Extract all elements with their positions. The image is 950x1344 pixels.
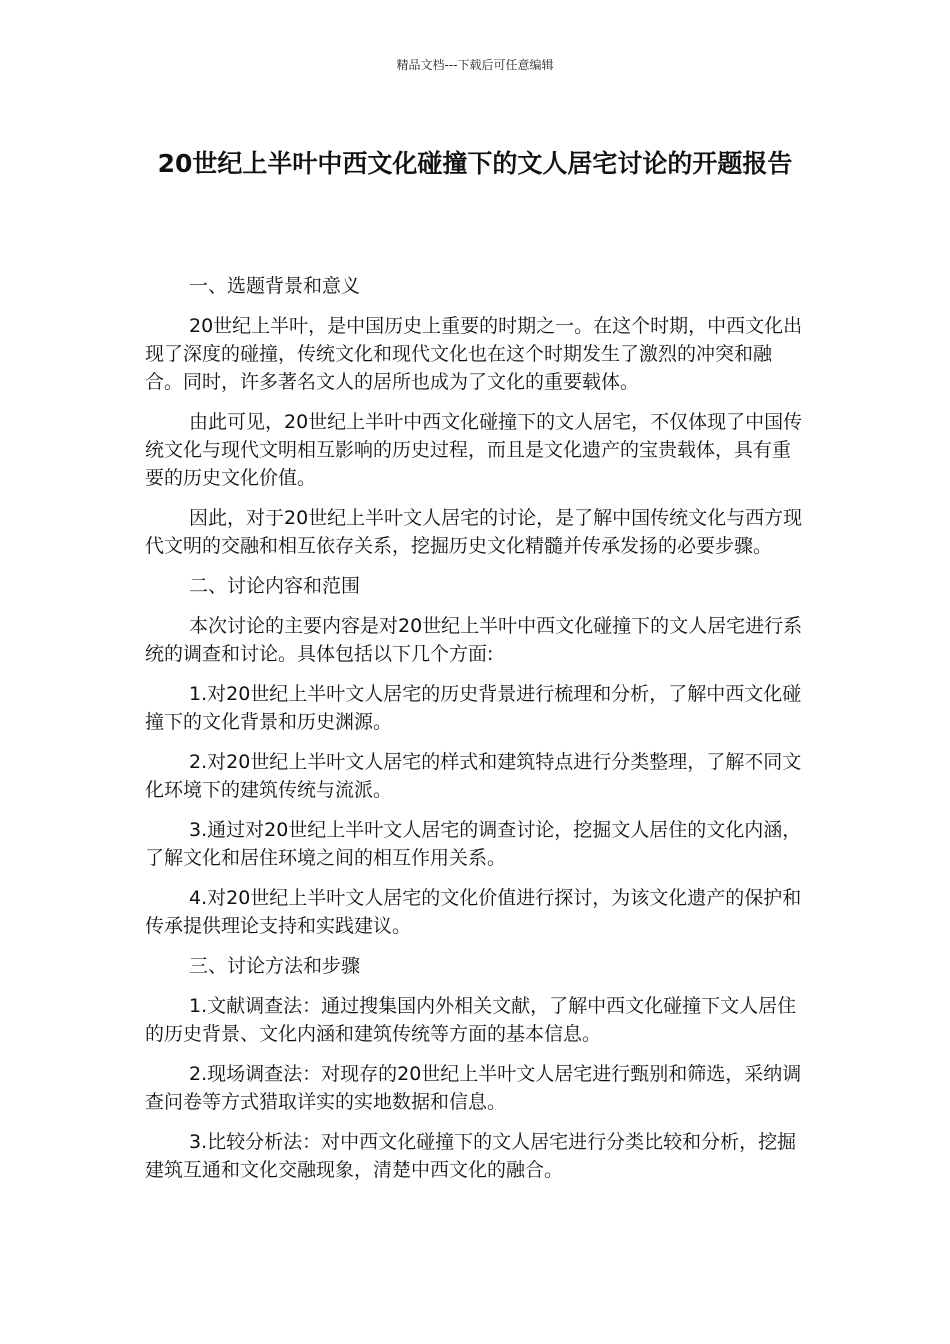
section-heading-methods: 三、讨论方法和步骤 <box>189 955 361 977</box>
document-body <box>145 272 807 1196</box>
section-heading-content: 二、讨论内容和范围 <box>189 575 361 597</box>
paragraph: 20世纪上半叶，是中国历史上重要的时期之一。在这个时期，中西文化出现了深度的碰撞，传统文化和现代文化也在这个时期发生了激烈的冲突和融合。同时，许多著名文人的居所也成为了文化的重要载体。 <box>145 315 803 393</box>
list-item: 2.对20世纪上半叶文人居宅的样式和建筑特点进行分类整理，了解不同文化环境下的建筑传统与流派。 <box>145 751 802 801</box>
list-item: 3.比较分析法：对中西文化碰撞下的文人居宅进行分类比较和分析，挖掘建筑互通和文化交融现象，清楚中西文化的融合。 <box>145 1131 797 1181</box>
list-item: 4.对20世纪上半叶文人居宅的文化价值进行探讨，为该文化遗产的保护和传承提供理论支持和实践建议。 <box>145 887 802 937</box>
paragraph: 本次讨论的主要内容是对20世纪上半叶中西文化碰撞下的文人居宅进行系统的调查和讨论。具体包括以下几个方面: <box>145 615 803 665</box>
section-heading-background: 一、选题背景和意义 <box>189 275 361 297</box>
paragraph: 因此，对于20世纪上半叶文人居宅的讨论，是了解中国传统文化与西方现代文明的交融和相互依存关系，挖掘历史文化精髓并传承发扬的必要步骤。 <box>145 507 803 557</box>
list-item: 1.文献调查法：通过搜集国内外相关文献，了解中西文化碰撞下文人居住的历史背景、文化内涵和建筑传统等方面的基本信息。 <box>145 995 797 1045</box>
page-header: 精品文档---下载后可任意编辑 <box>396 58 554 72</box>
list-item: 2.现场调查法：对现存的20世纪上半叶文人居宅进行甄别和筛选，采纳调查问卷等方式猎取详实的实地数据和信息。 <box>145 1063 802 1113</box>
list-item: 3.通过对20世纪上半叶文人居宅的调查讨论，挖掘文人居住的文化内涵，了解文化和居住环境之间的相互作用关系。 <box>145 819 802 869</box>
list-item: 1.对20世纪上半叶文人居宅的历史背景进行梳理和分析，了解中西文化碰撞下的文化背景和历史渊源。 <box>145 683 802 733</box>
paragraph: 由此可见，20世纪上半叶中西文化碰撞下的文人居宅，不仅体现了中国传统文化与现代文明相互影响的历史过程，而且是文化遗产的宝贵载体，具有重要的历史文化价值。 <box>145 411 803 489</box>
document-title: 20世纪上半叶中西文化碰撞下的文人居宅讨论的开题报告 <box>157 149 793 178</box>
